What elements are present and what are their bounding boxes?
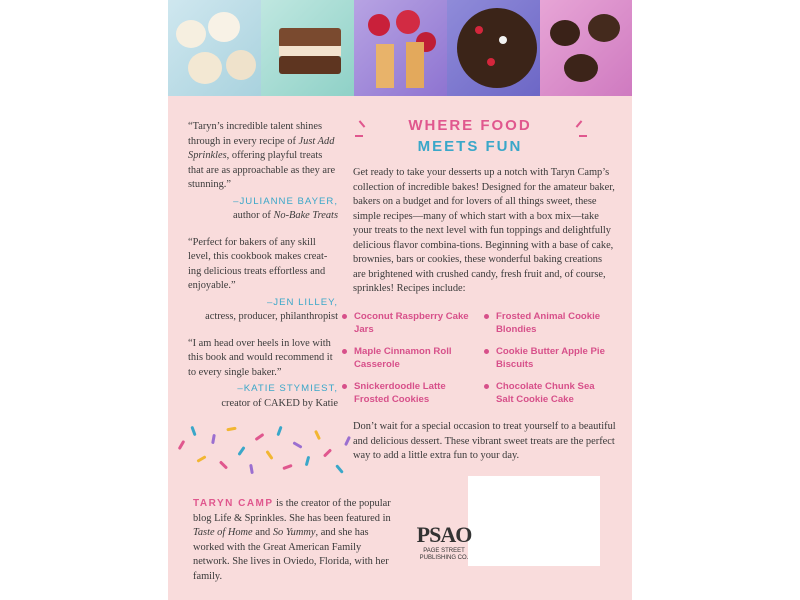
quote-author-role: author of No-Bake Treats <box>233 210 338 221</box>
quote-author-name: –KATIE STYMIEST, <box>237 383 338 394</box>
dessert-photo-strip <box>168 0 632 96</box>
bullet-icon <box>342 349 347 354</box>
recipe-item: Coconut Raspberry Cake Jars <box>340 311 482 336</box>
author-bio: TARYN CAMP is the creator of the popular blog Life & Sprinkles. She has been featured in Taste of Home and So Yummy, and she has worked with the Great American Family network. She lives in Oviedo, Florida, with her family. <box>193 498 391 582</box>
quote-text: “I am head over heels in love with this book and would recommend it to every single baker.” <box>188 337 333 378</box>
publisher-logo <box>414 522 474 562</box>
quote-author-name: –JEN LILLEY, <box>266 296 338 308</box>
book-back-cover <box>168 0 632 600</box>
dessert-pizza-photo <box>447 0 540 96</box>
quote-text: “Taryn’s incredible talent shines through in every recipe of Just Add Sprinkles, offering playful treats that are as approachable as they are stunning.” <box>188 121 336 190</box>
recipe-list <box>340 311 610 406</box>
recipe-item: Frosted Animal Cookie Blondies <box>482 311 610 336</box>
sparkle-icon <box>576 120 583 127</box>
quote-jen-lilley <box>188 236 338 325</box>
author-name: TARYN CAMP <box>193 498 274 509</box>
recipe-item: Maple Cinnamon Roll Casserole <box>340 346 482 371</box>
quote-julianne-bayer <box>188 120 338 224</box>
sprinkles-decoration <box>178 420 358 480</box>
sparkle-icon <box>359 120 366 127</box>
headline-line-1: WHERE FOOD <box>408 117 532 134</box>
sparkle-icon <box>579 135 587 137</box>
publisher-logo-mark: PSAO <box>416 522 472 547</box>
bullet-icon <box>484 314 489 319</box>
publisher-name-line-2: PUBLISHING CO. <box>419 555 469 561</box>
headline-line-2: MEETS FUN <box>417 138 523 155</box>
quote-text: “Perfect for bakers of any skill level, this cookbook makes creat-ing delicious treats effortless and enjoyable.” <box>188 236 328 291</box>
quote-author-role: creator of CAKED by Katie <box>221 397 338 409</box>
publisher-name-line-1: PAGE STREET <box>423 548 465 554</box>
closing-paragraph: Don’t wait for a special occasion to treat yourself to a beautiful and delicious dessert. These vibrant sweet treats are the perfect way to add a little extra fun to your day. <box>353 421 616 461</box>
quote-author-name: –JULIANNE BAYER, <box>233 195 338 207</box>
bullet-icon <box>342 384 347 389</box>
quote-author-role: actress, producer, philanthropist <box>205 311 338 322</box>
ice-cream-sandwich-photo <box>261 0 354 96</box>
headline <box>370 117 570 155</box>
whoopie-pies-photo <box>540 0 632 96</box>
endorsement-quotes <box>188 120 338 423</box>
intro-paragraph: Get ready to take your desserts up a notch with Taryn Camp’s collection of incredible bakes! Designed for the amateur baker, bakers on a budget and for lovers of all things sweet, these simple recipes—many of which start with a box mix—take your treats to the next level with fun toppings and delightfully delicious flavor combina-tions. Beginning with a base of cake, brownies, bars or cookies, these wonderful baking creations are brightened with crushed candy, fresh fruit and, of course, sprinkles! Recipes include: <box>353 167 615 294</box>
sparkle-icon <box>355 135 363 137</box>
recipe-item: Snickerdoodle Latte Frosted Cookies <box>340 381 482 406</box>
bullet-icon <box>342 314 347 319</box>
barcode-placeholder <box>468 476 600 566</box>
bullet-icon <box>484 349 489 354</box>
strawberry-cones-photo <box>354 0 447 96</box>
recipe-item: Chocolate Chunk Sea Salt Cookie Cake <box>482 381 610 406</box>
recipe-item: Cookie Butter Apple Pie Biscuits <box>482 346 610 371</box>
cupcakes-photo <box>168 0 261 96</box>
quote-katie-stymiest <box>188 337 338 412</box>
bullet-icon <box>484 384 489 389</box>
